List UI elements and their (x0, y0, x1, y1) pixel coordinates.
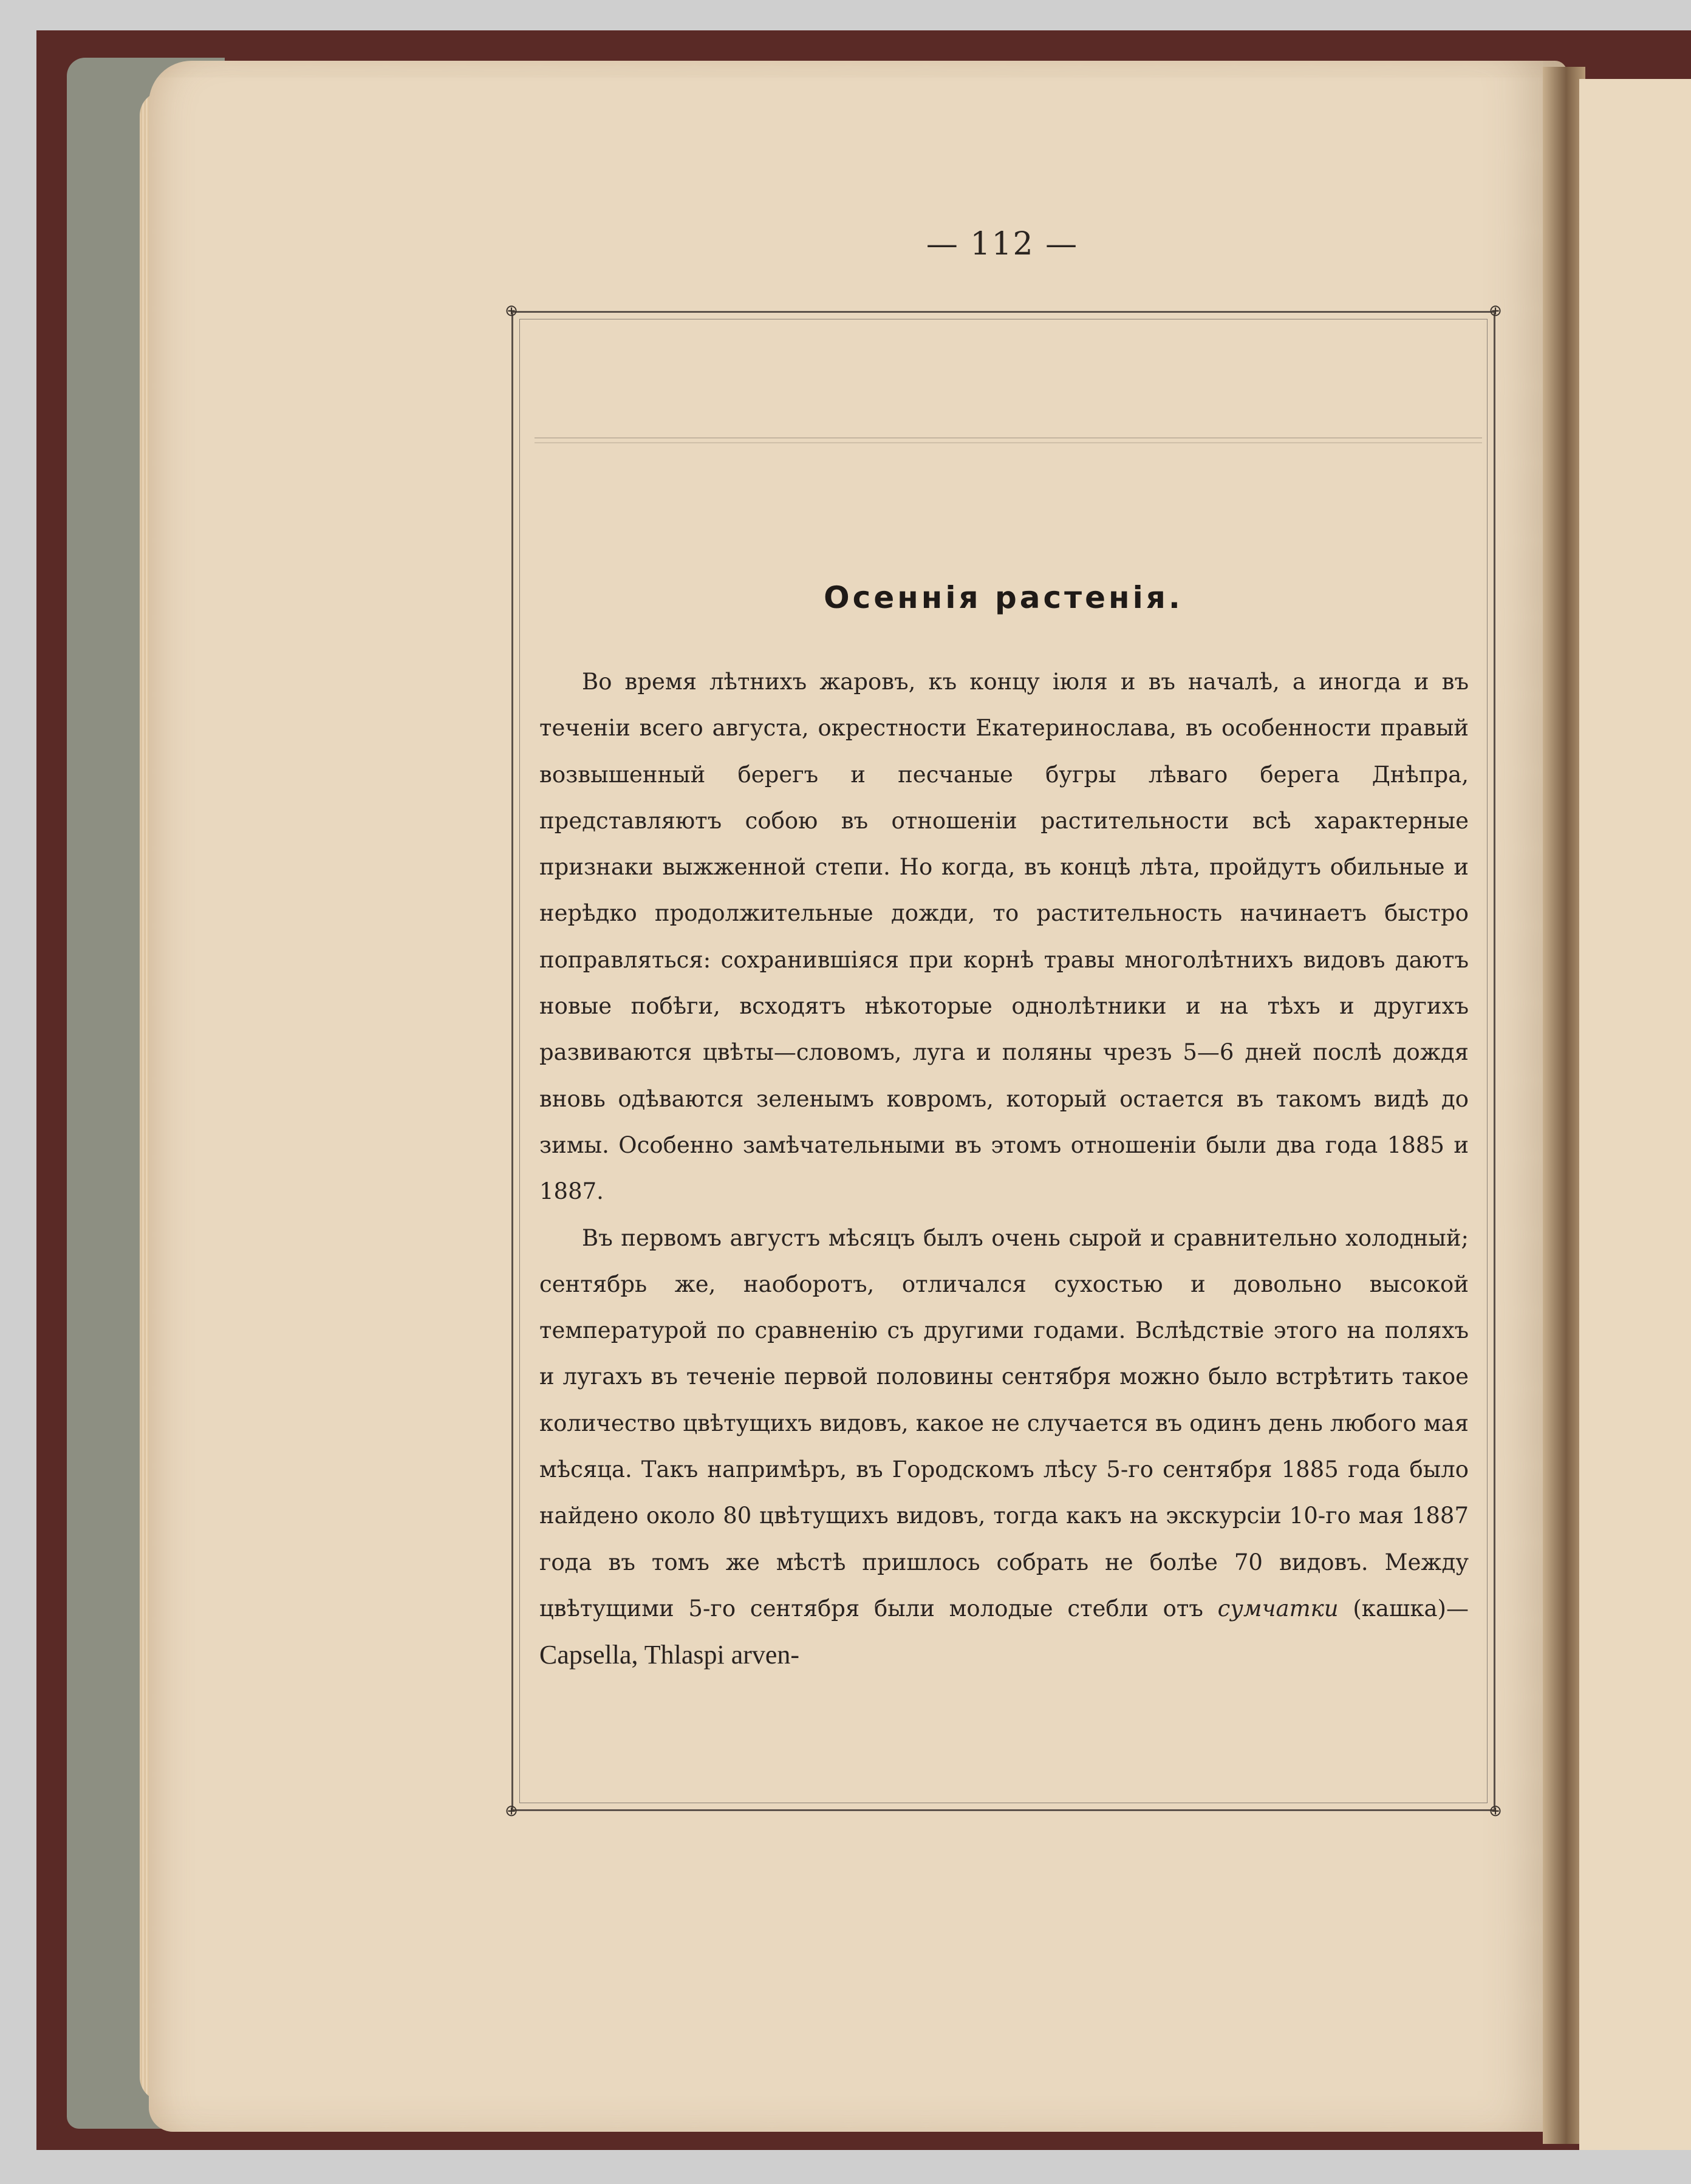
corner-ornament-icon: ⊕ (1489, 1802, 1502, 1820)
latin-names: Capsella, Thlaspi arven- (539, 1640, 800, 1670)
bleed-through-rule (535, 437, 1482, 443)
paragraph-text: (кашка)— (1338, 1595, 1469, 1622)
paragraph (539, 1215, 1469, 1680)
corner-ornament-icon: ⊕ (505, 1802, 518, 1820)
section-title: Осеннія растенія. (824, 580, 1183, 615)
corner-ornament-icon: ⊕ (1489, 302, 1502, 320)
paragraph: Во время лѣтнихъ жаровъ, къ концу іюля и въ началѣ, а иногда и въ теченіи всего августа, окрестности Екатеринослава, въ особенности правый возвышенный берегъ и песчаные бугры лѣваго берега Днѣпра, представляютъ собою въ отношеніи растительности всѣ характерные признаки выжженной степи. Но когда, въ концѣ лѣта, пройдутъ обильные и нерѣдко продолжительные дожди, то растительность начинаетъ быстро поправляться: сохранившіяся при корнѣ травы многолѣтнихъ видовъ даютъ новые побѣги, всходятъ нѣкоторые однолѣтники и на тѣхъ и другихъ развиваются цвѣты—словомъ, луга и поляны чрезъ 5—6 дней послѣ дождя вновь одѣваются зеленымъ ковромъ, который остается въ такомъ видѣ до зимы. Особенно замѣчательными въ этомъ отношеніи были два года 1885 и 1887. (539, 669, 1469, 1205)
italic-term: сумчатки (1217, 1595, 1339, 1622)
page-number: — 112 — (926, 226, 1079, 262)
paragraph-text: Въ первомъ августъ мѣсяцъ былъ очень сырой и сравнительно холодный; сентябрь же, наоборотъ, отличался сухостью и довольно высокой температурой по сравненію съ другими годами. Вслѣдствіе этого на поляхъ и лугахъ въ теченіе первой половины сентября можно было встрѣтить такое количество цвѣтущихъ видовъ, какое не случается въ одинъ день любого мая мѣсяца. Такъ напримѣръ, въ Городскомъ лѣсу 5-го сентября 1885 года было найдено около 80 цвѣтущихъ видовъ, тогда какъ на экскурсіи 10-го мая 1887 года въ томъ же мѣстѣ пришлось собрать не болѣе 70 видовъ. Между цвѣтущими 5-го сентября были молодые стебли отъ (539, 1224, 1469, 1622)
facing-page-edge (1579, 79, 1691, 2150)
body-text (539, 659, 1469, 1680)
corner-ornament-icon: ⊕ (505, 302, 518, 320)
